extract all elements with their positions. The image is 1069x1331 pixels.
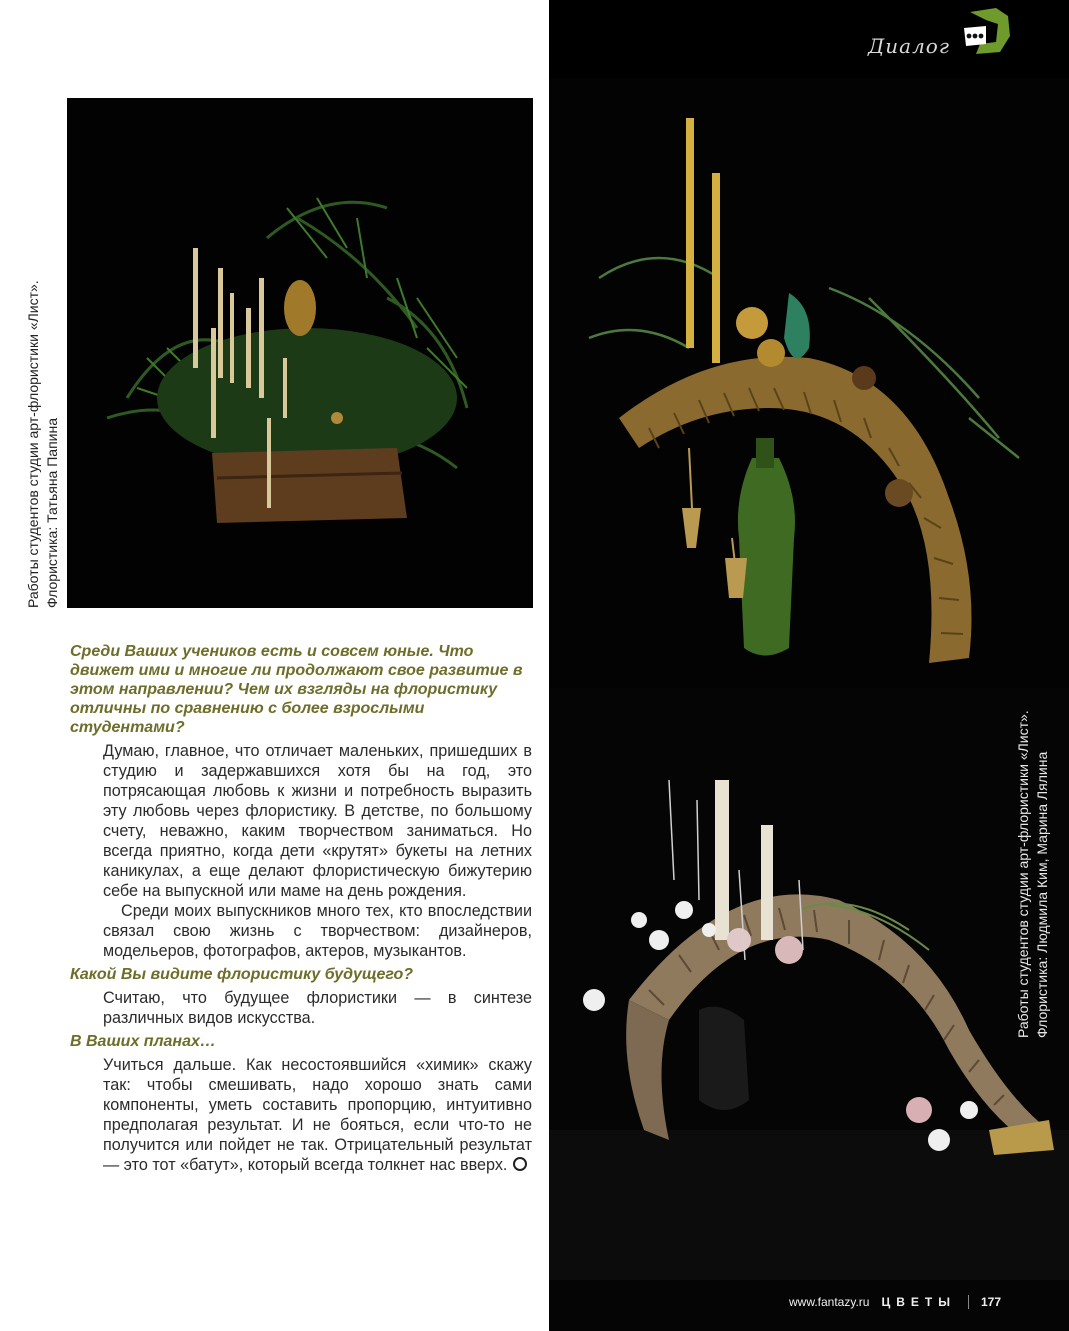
question-3: В Ваших планах… — [70, 1033, 216, 1050]
photo-caption-right — [1014, 710, 1052, 1038]
answer-3-text: Учиться дальше. Как несостоявшийся «химик» скажу так: чтобы смешивать, надо хорошо знать сами компоненты, уметь составить пропорцию, интуитивно предполагая результат. И не бояться, если что-то не получится или пойдет не так. Отрицательный результат — это тот «батут», который всегда толкнет нас вверх. — [103, 1056, 532, 1174]
footer-divider — [968, 1295, 969, 1309]
footer-url: www.fantazy.ru — [789, 1295, 870, 1309]
caption-right-line2: Флористика: Людмила Ким, Марина Лялина — [1034, 751, 1050, 1038]
dialog-logo-icon — [956, 6, 1016, 58]
photo-arrangement-green-bottle — [549, 78, 1069, 688]
section-logo — [868, 6, 1018, 66]
answer-1-paragraph-1: Думаю, главное, что отличает маленьких, пришедших в студию и задержавшихся хотя бы на год, это потрясающая любовь к жизни и потребность выразить эту любовь через флористику. В детстве, по большому счету, неважно, каким творчеством заниматься. Но всегда приятно, когда дети «крутят» букеты на летних каникулах, а еще делают флористическую бижутерию себе на выпускной или маме на день рождения. — [103, 742, 532, 900]
interview-article — [70, 642, 532, 1175]
question-2: Какой Вы видите флористику будущего? — [70, 966, 414, 983]
page-number: 177 — [981, 1295, 1002, 1309]
question-1: Среди Ваших учеников есть и совсем юные. Что движет ими и многие ли продолжают свое развитие в этом направлении? Чем их взгляды на флористику отличны по сравнению с более взрослыми студентами? — [70, 643, 523, 736]
caption-left-line2: Флористика: Татьяна Папина — [44, 418, 60, 608]
answer-1-paragraph-2 — [70, 901, 532, 961]
caption-right-line1: Работы студентов студии арт-флористики «Лист». — [1015, 710, 1031, 1038]
answer-1-paragraph-2-text: Среди моих выпускников много тех, кто впоследствии связал свою жизнь с творчеством: дизайнеров, модельеров, фотографов, актеров, музыкантов. — [103, 902, 532, 960]
caption-left-line1: Работы студентов студии арт-флористики «Лист». — [25, 280, 41, 608]
photo-caption-left — [24, 280, 62, 608]
page-footer — [789, 1294, 1001, 1310]
footer-magazine-name: ЦВЕТЫ — [881, 1295, 956, 1309]
section-label: Диалог — [868, 34, 950, 58]
photo-arrangement-wooden-box — [67, 98, 533, 608]
article-end-icon — [513, 1157, 527, 1171]
answer-2: Считаю, что будущее флористики — в синтезе различных видов искусства. — [103, 989, 532, 1027]
answer-3 — [70, 1055, 532, 1175]
photo-arrangement-white-arch — [549, 700, 1069, 1280]
